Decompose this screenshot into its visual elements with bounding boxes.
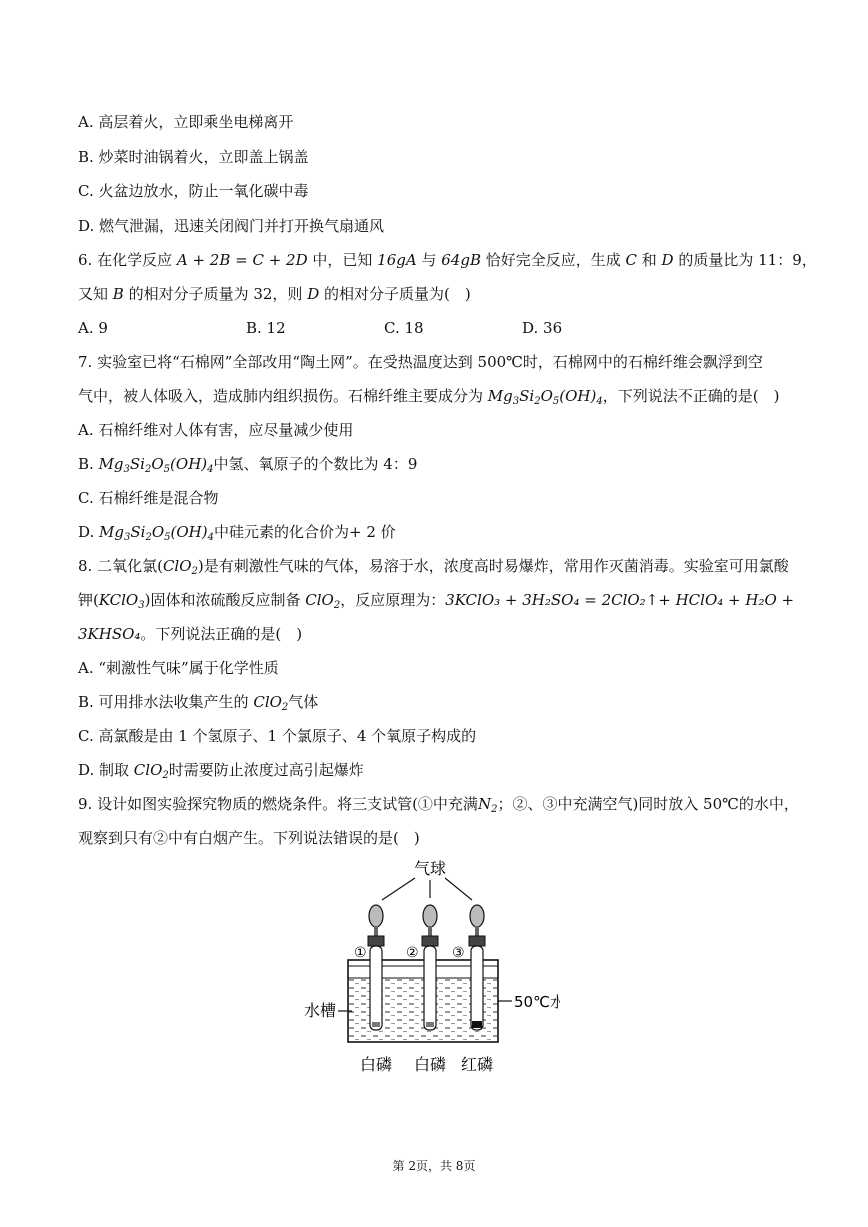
tube-label-3: ③ bbox=[452, 945, 465, 961]
balloon-label: 气球 bbox=[413, 859, 447, 878]
formula: $Mg_3Si_2O_5(OH)_4$ bbox=[487, 387, 603, 407]
q8-option-a: A. “刺激性气味”属于化学性质 bbox=[78, 659, 279, 677]
q9-stem-line-1: 9. 设计如图实验探究物质的燃烧条件。将三支试管(①中充满$N_2$；②、③中充满空气)同时放入 50℃的水中， bbox=[78, 795, 799, 815]
q6-option-b: B. 12 bbox=[246, 319, 286, 337]
q5-option-c: C. 火盆边放水，防止一氧化碳中毒 bbox=[78, 182, 309, 200]
white-phosphorus-2 bbox=[426, 1022, 434, 1027]
q7-option-b: B. $Mg_3Si_2O_5(OH)_4$中氢、氧原子的个数比为 4：9 bbox=[78, 455, 418, 475]
reaction-equation: 3KClO₃ + 3H₂SO₄ = 2ClO₂↑+ HClO₄ + H₂O + bbox=[445, 591, 795, 609]
q6-option-d: D. 36 bbox=[522, 319, 563, 337]
q6-option-c: C. 18 bbox=[384, 319, 424, 337]
test-tube-3 bbox=[471, 946, 483, 1030]
q8-stem-line-3: 3KHSO₄。下列说法正确的是( ) bbox=[78, 625, 303, 643]
q5-option-b: B. 炒菜时油锅着火，立即盖上锅盖 bbox=[78, 148, 309, 166]
q6-stem-line-1: 6. 在化学反应 A + 2B = C + 2D 中，已知 16gA 与 64gB 恰好完全反应，生成 C 和 D 的质量比为 11：9， bbox=[78, 251, 817, 269]
balloon-pointer-3 bbox=[445, 878, 472, 900]
experiment-diagram bbox=[300, 856, 560, 1080]
stopper-2 bbox=[422, 936, 438, 946]
q7-option-d: D. $Mg_3Si_2O_5(OH)_4$中硅元素的化合价为+ 2 价 bbox=[78, 523, 396, 543]
balloon-neck-2 bbox=[428, 926, 432, 936]
water-temperature-label: 50℃水 bbox=[514, 993, 560, 1011]
white-phosphorus-1 bbox=[372, 1022, 380, 1027]
balloon-neck-3 bbox=[475, 926, 479, 936]
q8-option-d: D. 制取 ClO$_2$时需要防止浓度过高引起爆炸 bbox=[78, 761, 364, 781]
balloon-neck-1 bbox=[374, 926, 378, 936]
substance-label-1: 白磷 bbox=[359, 1055, 393, 1074]
q5-option-a: A. 高层着火，立即乘坐电梯离开 bbox=[78, 113, 294, 131]
q7-stem-line-2: 气中，被人体吸入，造成肺内组织损伤。石棉纤维主要成分为 $Mg_3Si_2O_5(OH)_4$，下列说法不正确的是( ) bbox=[78, 387, 780, 407]
balloon-3 bbox=[470, 905, 484, 927]
tube-label-2: ② bbox=[406, 945, 419, 961]
experiment-figure bbox=[300, 856, 560, 1080]
tube-2 bbox=[422, 905, 438, 1030]
q8-option-b: B. 可用排水法收集产生的 ClO$_2$气体 bbox=[78, 693, 319, 713]
substance-label-2: 白磷 bbox=[413, 1055, 447, 1074]
test-tube-1 bbox=[370, 946, 382, 1030]
q9-stem-line-2: 观察到只有②中有白烟产生。下列说法错误的是( ) bbox=[78, 829, 420, 847]
test-tube-2 bbox=[424, 946, 436, 1030]
balloon-pointer-1 bbox=[382, 878, 415, 900]
q7-stem-line-1: 7. 实验室已将“石棉网”全部改用“陶土网”。在受热温度达到 500℃时，石棉网中的石棉纤维会飘浮到空 bbox=[78, 353, 763, 371]
stopper-1 bbox=[368, 936, 384, 946]
tube-label-1: ① bbox=[354, 945, 367, 961]
balloon-2 bbox=[423, 905, 437, 927]
q8-stem-line-2: 钾(KClO$_3$)固体和浓硫酸反应制备 ClO$_2$，反应原理为：3KClO₃ + 3H₂SO₄ = 2ClO₂↑+ HClO₄ + H₂O + bbox=[78, 591, 795, 611]
q6-option-a: A. 9 bbox=[78, 319, 108, 337]
q7-option-c: C. 石棉纤维是混合物 bbox=[78, 489, 219, 507]
q8-option-c: C. 高氯酸是由 1 个氢原子、1 个氯原子、4 个氧原子构成的 bbox=[78, 727, 477, 745]
q7-option-a: A. 石棉纤维对人体有害，应尽量减少使用 bbox=[78, 421, 354, 439]
tube-3 bbox=[469, 905, 485, 1030]
stopper-3 bbox=[469, 936, 485, 946]
page-footer: 第 2页，共 8页 bbox=[392, 1159, 476, 1173]
red-phosphorus bbox=[472, 1021, 482, 1028]
tank-label: 水槽 bbox=[304, 1001, 337, 1020]
q6-stem-line-2: 又知 B 的相对分子质量为 32，则 D 的相对分子质量为( ) bbox=[78, 285, 471, 303]
q8-stem-line-1: 8. 二氧化氯(ClO$_2$)是有刺激性气味的气体，易溶于水，浓度高时易爆炸，常用作灭菌消毒。实验室可用氯酸 bbox=[78, 557, 789, 577]
tube-1 bbox=[368, 905, 384, 1030]
q5-option-d: D. 燃气泄漏，迅速关闭阀门并打开换气扇通风 bbox=[78, 217, 385, 235]
balloon-1 bbox=[369, 905, 383, 927]
substance-label-3: 红磷 bbox=[460, 1055, 494, 1074]
